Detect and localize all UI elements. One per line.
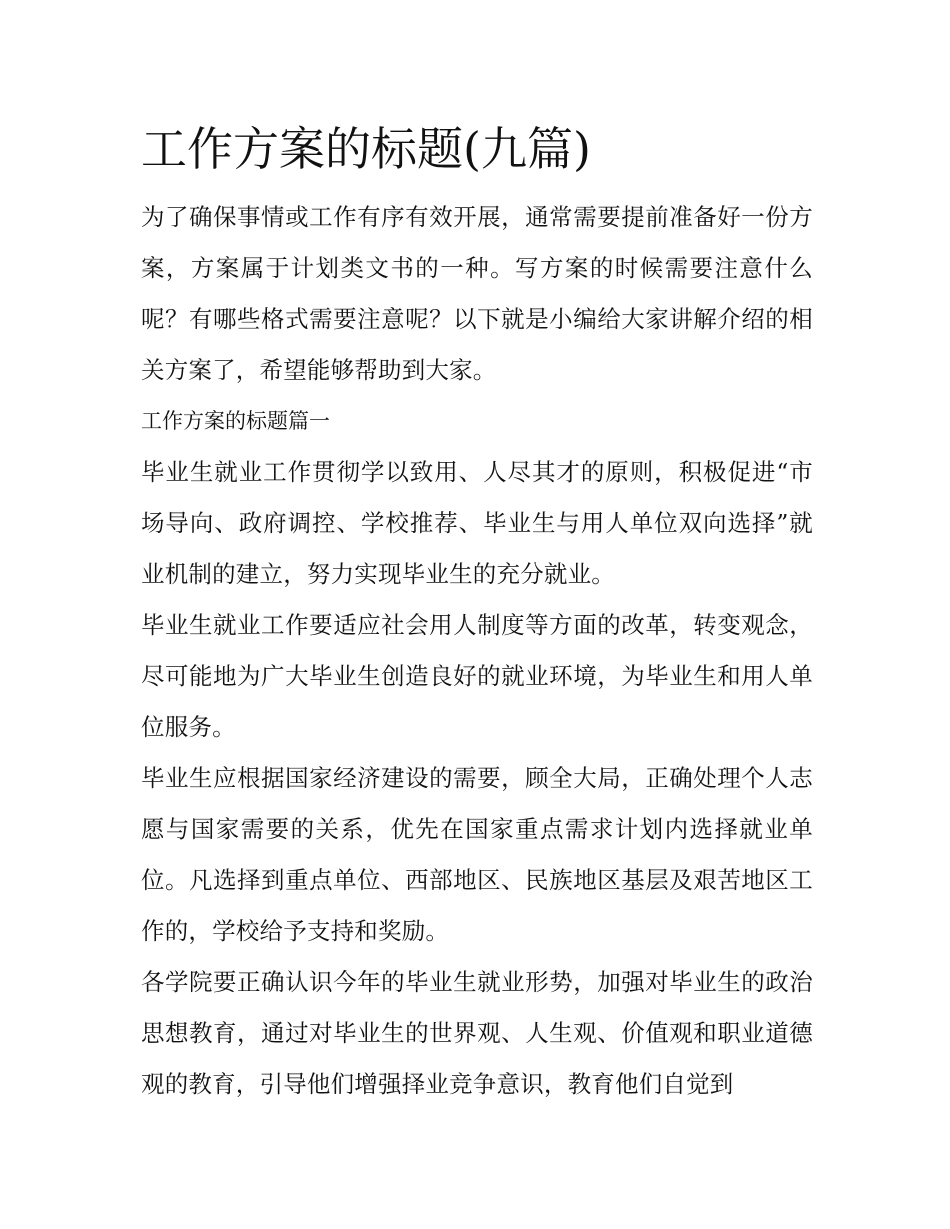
body-paragraph-4: 各学院要正确认识今年的毕业生就业形势，加强对毕业生的政治思想教育，通过对毕业生的世界观、人生观、价值观和职业道德观的教育，引导他们增强择业竞争意识，教育他们自觉到	[141, 968, 813, 1098]
section-heading: 工作方案的标题篇一	[141, 409, 330, 433]
document-title: 工作方案的标题(九篇)	[141, 122, 591, 176]
document-page	[141, 118, 813, 1110]
intro-paragraph: 为了确保事情或工作有序有效开展，通常需要提前准备好一份方案，方案属于计划类文书的一种。写方案的时候需要注意什么呢？有哪些格式需要注意呢？以下就是小编给大家讲解介绍的相关方案了，希望能够帮助到大家。	[141, 203, 813, 384]
body-paragraph-1: 毕业生就业工作贯彻学以致用、人尽其才的原则，积极促进“市场导向、政府调控、学校推荐、毕业生与用人单位双向选择”就业机制的建立，努力实现毕业生的充分就业。	[141, 458, 813, 588]
body-paragraph-3: 毕业生应根据国家经济建设的需要，顾全大局，正确处理个人志愿与国家需要的关系，优先在国家重点需求计划内选择就业单位。凡选择到重点单位、西部地区、民族地区基层及艰苦地区工作的，学校给予支持和奖励。	[141, 764, 813, 945]
body-paragraph-2: 毕业生就业工作要适应社会用人制度等方面的改革，转变观念，尽可能地为广大毕业生创造良好的就业环境，为毕业生和用人单位服务。	[141, 611, 813, 741]
